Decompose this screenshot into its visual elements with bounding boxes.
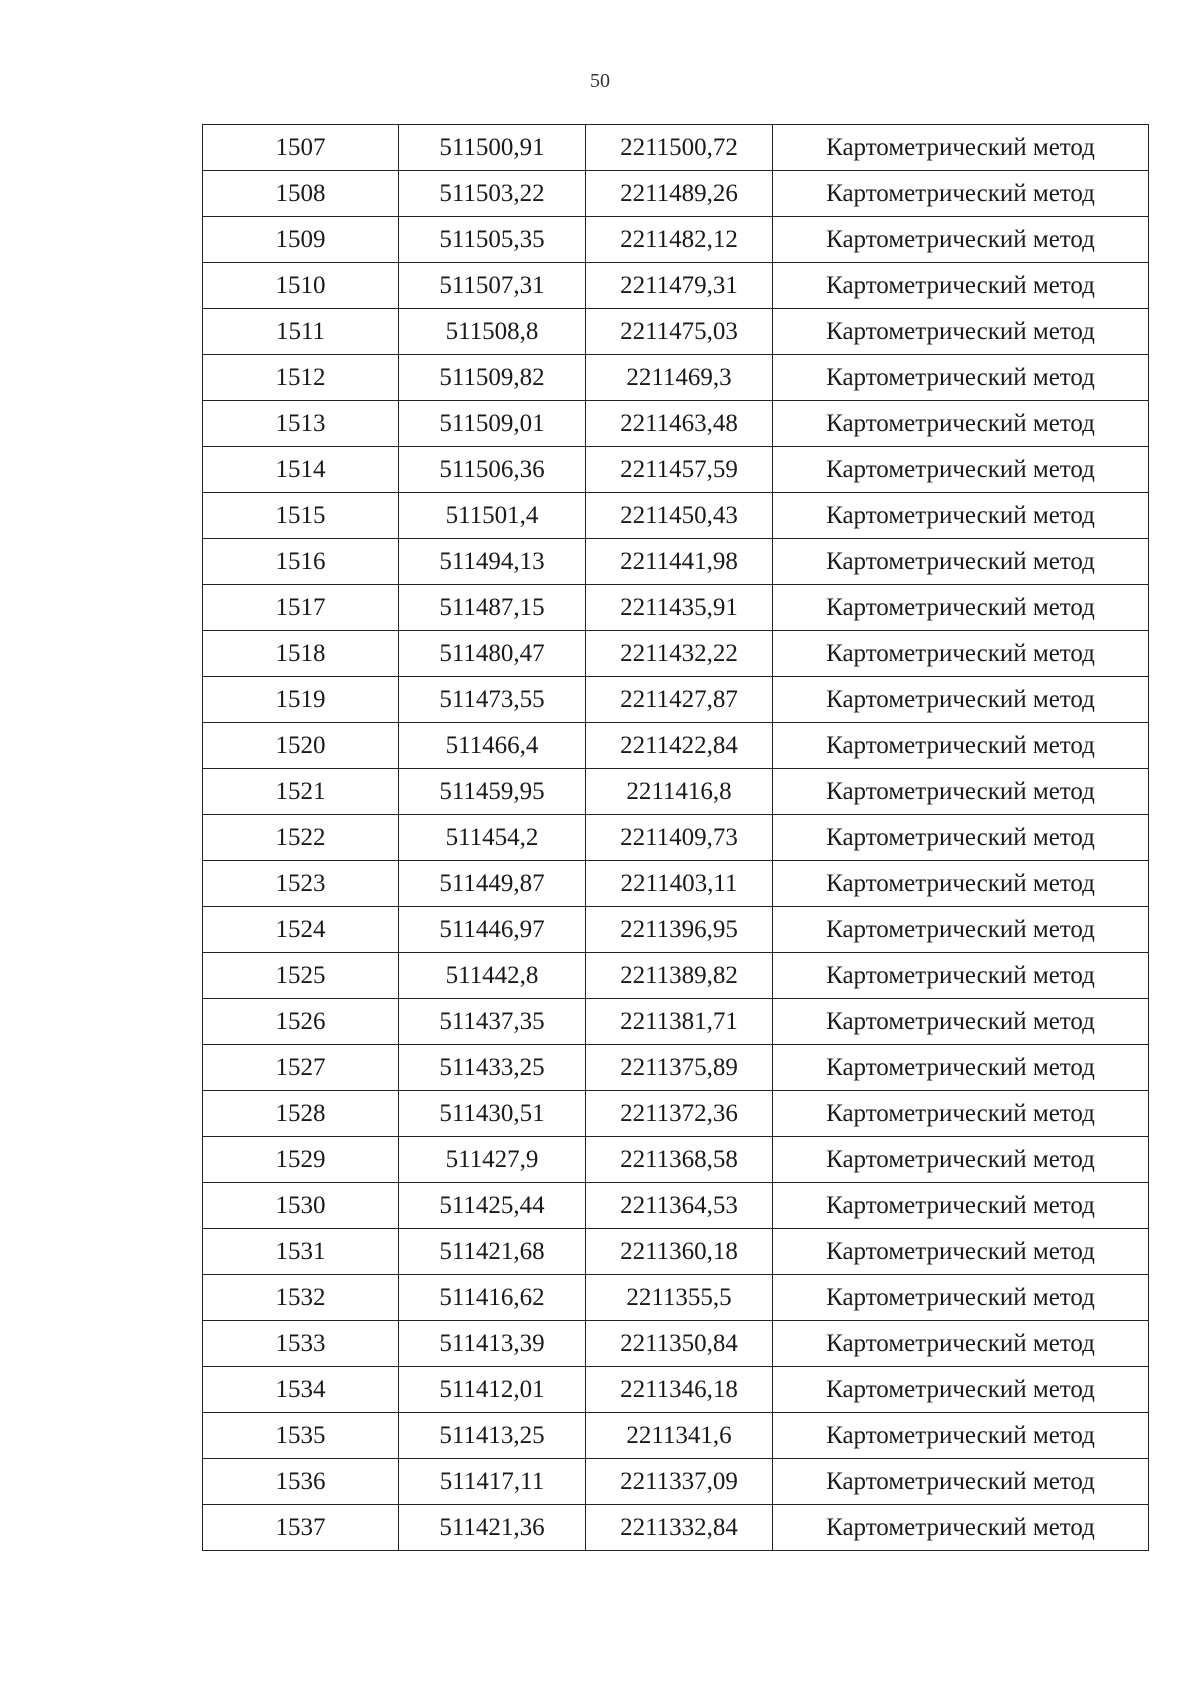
table-row <box>203 171 1149 217</box>
y-coordinate-cell: 2211337,09 <box>586 1459 773 1505</box>
coordinates-table <box>202 124 1149 1551</box>
point-number-cell: 1521 <box>203 769 399 815</box>
x-coordinate-cell: 511480,47 <box>399 631 586 677</box>
method-cell: Картометрический метод <box>773 493 1149 539</box>
method-cell: Картометрический метод <box>773 1321 1149 1367</box>
y-coordinate-cell: 2211355,5 <box>586 1275 773 1321</box>
x-coordinate-cell: 511507,31 <box>399 263 586 309</box>
table-row <box>203 263 1149 309</box>
table-row <box>203 861 1149 907</box>
y-coordinate-cell: 2211469,3 <box>586 355 773 401</box>
table-row <box>203 447 1149 493</box>
method-cell: Картометрический метод <box>773 723 1149 769</box>
table-row <box>203 1045 1149 1091</box>
table-row <box>203 1459 1149 1505</box>
x-coordinate-cell: 511416,62 <box>399 1275 586 1321</box>
point-number-cell: 1510 <box>203 263 399 309</box>
x-coordinate-cell: 511413,25 <box>399 1413 586 1459</box>
point-number-cell: 1512 <box>203 355 399 401</box>
y-coordinate-cell: 2211441,98 <box>586 539 773 585</box>
table-row <box>203 1137 1149 1183</box>
x-coordinate-cell: 511421,68 <box>399 1229 586 1275</box>
point-number-cell: 1516 <box>203 539 399 585</box>
x-coordinate-cell: 511425,44 <box>399 1183 586 1229</box>
table-row <box>203 585 1149 631</box>
x-coordinate-cell: 511449,87 <box>399 861 586 907</box>
table-row <box>203 493 1149 539</box>
table-row <box>203 1229 1149 1275</box>
x-coordinate-cell: 511413,39 <box>399 1321 586 1367</box>
method-cell: Картометрический метод <box>773 217 1149 263</box>
point-number-cell: 1518 <box>203 631 399 677</box>
method-cell: Картометрический метод <box>773 1045 1149 1091</box>
method-cell: Картометрический метод <box>773 1505 1149 1551</box>
y-coordinate-cell: 2211381,71 <box>586 999 773 1045</box>
x-coordinate-cell: 511503,22 <box>399 171 586 217</box>
method-cell: Картометрический метод <box>773 1137 1149 1183</box>
method-cell: Картометрический метод <box>773 539 1149 585</box>
point-number-cell: 1522 <box>203 815 399 861</box>
table-row <box>203 217 1149 263</box>
point-number-cell: 1537 <box>203 1505 399 1551</box>
method-cell: Картометрический метод <box>773 401 1149 447</box>
table-row <box>203 953 1149 999</box>
point-number-cell: 1508 <box>203 171 399 217</box>
y-coordinate-cell: 2211457,59 <box>586 447 773 493</box>
x-coordinate-cell: 511508,8 <box>399 309 586 355</box>
y-coordinate-cell: 2211475,03 <box>586 309 773 355</box>
x-coordinate-cell: 511500,91 <box>399 125 586 171</box>
point-number-cell: 1530 <box>203 1183 399 1229</box>
table-row <box>203 309 1149 355</box>
point-number-cell: 1509 <box>203 217 399 263</box>
method-cell: Картометрический метод <box>773 171 1149 217</box>
x-coordinate-cell: 511417,11 <box>399 1459 586 1505</box>
table-row <box>203 401 1149 447</box>
point-number-cell: 1517 <box>203 585 399 631</box>
point-number-cell: 1511 <box>203 309 399 355</box>
method-cell: Картометрический метод <box>773 1183 1149 1229</box>
table-row <box>203 769 1149 815</box>
table-row <box>203 677 1149 723</box>
x-coordinate-cell: 511505,35 <box>399 217 586 263</box>
x-coordinate-cell: 511494,13 <box>399 539 586 585</box>
point-number-cell: 1533 <box>203 1321 399 1367</box>
point-number-cell: 1528 <box>203 1091 399 1137</box>
table-row <box>203 723 1149 769</box>
y-coordinate-cell: 2211389,82 <box>586 953 773 999</box>
method-cell: Картометрический метод <box>773 769 1149 815</box>
table-row <box>203 631 1149 677</box>
point-number-cell: 1527 <box>203 1045 399 1091</box>
y-coordinate-cell: 2211364,53 <box>586 1183 773 1229</box>
method-cell: Картометрический метод <box>773 1275 1149 1321</box>
table-row <box>203 1091 1149 1137</box>
method-cell: Картометрический метод <box>773 263 1149 309</box>
y-coordinate-cell: 2211416,8 <box>586 769 773 815</box>
y-coordinate-cell: 2211427,87 <box>586 677 773 723</box>
method-cell: Картометрический метод <box>773 1367 1149 1413</box>
method-cell: Картометрический метод <box>773 1459 1149 1505</box>
y-coordinate-cell: 2211435,91 <box>586 585 773 631</box>
method-cell: Картометрический метод <box>773 907 1149 953</box>
point-number-cell: 1507 <box>203 125 399 171</box>
method-cell: Картометрический метод <box>773 631 1149 677</box>
table-row <box>203 1321 1149 1367</box>
table-row <box>203 907 1149 953</box>
x-coordinate-cell: 511506,36 <box>399 447 586 493</box>
y-coordinate-cell: 2211396,95 <box>586 907 773 953</box>
point-number-cell: 1515 <box>203 493 399 539</box>
method-cell: Картометрический метод <box>773 953 1149 999</box>
point-number-cell: 1523 <box>203 861 399 907</box>
x-coordinate-cell: 511473,55 <box>399 677 586 723</box>
x-coordinate-cell: 511427,9 <box>399 1137 586 1183</box>
page-number: 50 <box>590 70 610 92</box>
y-coordinate-cell: 2211489,26 <box>586 171 773 217</box>
method-cell: Картометрический метод <box>773 1229 1149 1275</box>
point-number-cell: 1520 <box>203 723 399 769</box>
y-coordinate-cell: 2211372,36 <box>586 1091 773 1137</box>
table-row <box>203 1367 1149 1413</box>
y-coordinate-cell: 2211341,6 <box>586 1413 773 1459</box>
table-row <box>203 1275 1149 1321</box>
method-cell: Картометрический метод <box>773 815 1149 861</box>
table-row <box>203 1505 1149 1551</box>
y-coordinate-cell: 2211432,22 <box>586 631 773 677</box>
x-coordinate-cell: 511421,36 <box>399 1505 586 1551</box>
point-number-cell: 1535 <box>203 1413 399 1459</box>
point-number-cell: 1531 <box>203 1229 399 1275</box>
y-coordinate-cell: 2211500,72 <box>586 125 773 171</box>
y-coordinate-cell: 2211482,12 <box>586 217 773 263</box>
y-coordinate-cell: 2211479,31 <box>586 263 773 309</box>
table-row <box>203 1183 1149 1229</box>
method-cell: Картометрический метод <box>773 585 1149 631</box>
x-coordinate-cell: 511437,35 <box>399 999 586 1045</box>
x-coordinate-cell: 511446,97 <box>399 907 586 953</box>
method-cell: Картометрический метод <box>773 677 1149 723</box>
table-row <box>203 125 1149 171</box>
y-coordinate-cell: 2211409,73 <box>586 815 773 861</box>
method-cell: Картометрический метод <box>773 309 1149 355</box>
point-number-cell: 1529 <box>203 1137 399 1183</box>
x-coordinate-cell: 511487,15 <box>399 585 586 631</box>
table-row <box>203 999 1149 1045</box>
table-row <box>203 1413 1149 1459</box>
y-coordinate-cell: 2211350,84 <box>586 1321 773 1367</box>
x-coordinate-cell: 511454,2 <box>399 815 586 861</box>
method-cell: Картометрический метод <box>773 125 1149 171</box>
y-coordinate-cell: 2211450,43 <box>586 493 773 539</box>
point-number-cell: 1513 <box>203 401 399 447</box>
method-cell: Картометрический метод <box>773 447 1149 493</box>
x-coordinate-cell: 511433,25 <box>399 1045 586 1091</box>
x-coordinate-cell: 511459,95 <box>399 769 586 815</box>
y-coordinate-cell: 2211463,48 <box>586 401 773 447</box>
point-number-cell: 1514 <box>203 447 399 493</box>
x-coordinate-cell: 511509,82 <box>399 355 586 401</box>
y-coordinate-cell: 2211375,89 <box>586 1045 773 1091</box>
x-coordinate-cell: 511466,4 <box>399 723 586 769</box>
x-coordinate-cell: 511430,51 <box>399 1091 586 1137</box>
coordinates-table-body <box>203 125 1149 1551</box>
table-row <box>203 355 1149 401</box>
point-number-cell: 1526 <box>203 999 399 1045</box>
method-cell: Картометрический метод <box>773 1413 1149 1459</box>
table-row <box>203 539 1149 585</box>
method-cell: Картометрический метод <box>773 861 1149 907</box>
x-coordinate-cell: 511442,8 <box>399 953 586 999</box>
y-coordinate-cell: 2211422,84 <box>586 723 773 769</box>
point-number-cell: 1524 <box>203 907 399 953</box>
point-number-cell: 1534 <box>203 1367 399 1413</box>
y-coordinate-cell: 2211368,58 <box>586 1137 773 1183</box>
x-coordinate-cell: 511501,4 <box>399 493 586 539</box>
table-row <box>203 815 1149 861</box>
x-coordinate-cell: 511412,01 <box>399 1367 586 1413</box>
method-cell: Картометрический метод <box>773 999 1149 1045</box>
method-cell: Картометрический метод <box>773 1091 1149 1137</box>
y-coordinate-cell: 2211360,18 <box>586 1229 773 1275</box>
y-coordinate-cell: 2211346,18 <box>586 1367 773 1413</box>
point-number-cell: 1536 <box>203 1459 399 1505</box>
x-coordinate-cell: 511509,01 <box>399 401 586 447</box>
point-number-cell: 1525 <box>203 953 399 999</box>
y-coordinate-cell: 2211332,84 <box>586 1505 773 1551</box>
point-number-cell: 1519 <box>203 677 399 723</box>
point-number-cell: 1532 <box>203 1275 399 1321</box>
y-coordinate-cell: 2211403,11 <box>586 861 773 907</box>
method-cell: Картометрический метод <box>773 355 1149 401</box>
